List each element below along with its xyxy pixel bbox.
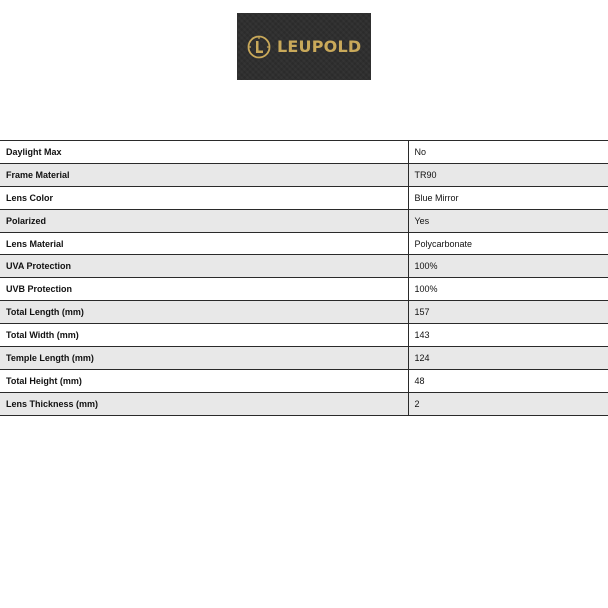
brand-logo [237, 13, 371, 80]
leupold-emblem-icon [247, 35, 271, 59]
table-row [0, 255, 608, 278]
spec-value-cell: Yes [408, 209, 608, 232]
spec-value-cell: TR90 [408, 163, 608, 186]
spec-name-cell: Total Height (mm) [0, 369, 408, 392]
spec-name-cell: Total Width (mm) [0, 324, 408, 347]
table-row [0, 232, 608, 255]
table-row [0, 163, 608, 186]
spec-table [0, 140, 608, 416]
table-row [0, 209, 608, 232]
spec-value-cell: Blue Mirror [408, 186, 608, 209]
spec-name-cell: Lens Color [0, 186, 408, 209]
table-row [0, 141, 608, 164]
spec-value-cell: 2 [408, 392, 608, 415]
spec-value-cell: 100% [408, 278, 608, 301]
spec-name-cell: Temple Length (mm) [0, 347, 408, 370]
spec-value-cell: Polycarbonate [408, 232, 608, 255]
spec-name-cell: Lens Thickness (mm) [0, 392, 408, 415]
spec-name-cell: Frame Material [0, 163, 408, 186]
spec-value-cell: No [408, 141, 608, 164]
table-row [0, 301, 608, 324]
spec-name-cell: UVA Protection [0, 255, 408, 278]
spec-name-cell: Polarized [0, 209, 408, 232]
spec-name-cell: Total Length (mm) [0, 301, 408, 324]
table-row [0, 392, 608, 415]
table-row [0, 369, 608, 392]
spec-value-cell: 143 [408, 324, 608, 347]
table-row [0, 186, 608, 209]
spec-name-cell: Lens Material [0, 232, 408, 255]
table-row [0, 347, 608, 370]
table-row [0, 324, 608, 347]
brand-wordmark: LEUPOLD [277, 37, 362, 56]
spec-value-cell: 124 [408, 347, 608, 370]
spec-name-cell: Daylight Max [0, 141, 408, 164]
table-row [0, 278, 608, 301]
spec-value-cell: 100% [408, 255, 608, 278]
spec-value-cell: 157 [408, 301, 608, 324]
spec-value-cell: 48 [408, 369, 608, 392]
spec-name-cell: UVB Protection [0, 278, 408, 301]
